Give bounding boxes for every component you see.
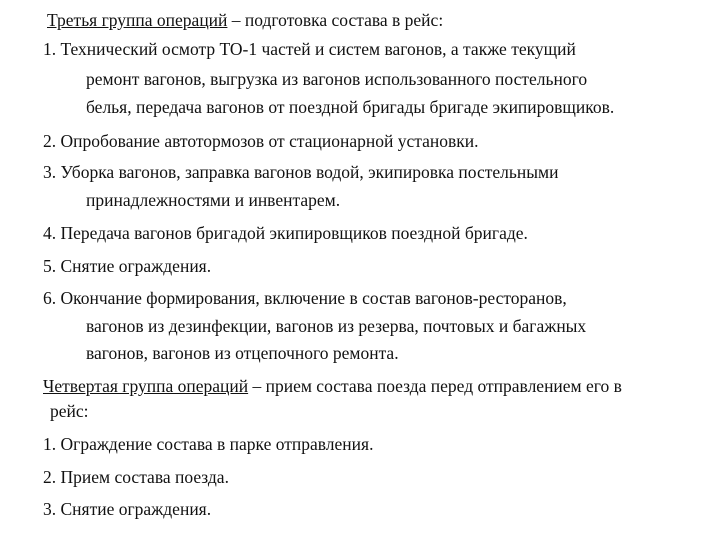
list-item: 5. Снятие ограждения.	[43, 256, 212, 276]
list-item-cont: ремонт вагонов, выгрузка из вагонов использованного постельного	[86, 69, 588, 89]
section-heading-cont: рейс:	[50, 401, 89, 421]
list-item: 1. Ограждение состава в парке отправления.	[43, 434, 374, 454]
list-item: 1. Технический осмотр ТО-1 частей и систем вагонов, а также текущий	[43, 39, 576, 59]
list-item: 6. Окончание формирования, включение в состав вагонов-ресторанов,	[43, 288, 567, 308]
heading-underlined: Четвертая группа операций	[43, 376, 249, 396]
section-heading	[47, 10, 443, 30]
list-item: 2. Прием состава поезда.	[43, 467, 229, 487]
heading-underlined: Третья группа операций	[47, 10, 228, 30]
list-item-cont: белья, передача вагонов от поездной бригады бригаде экипировщиков.	[86, 97, 615, 117]
list-item-cont: принадлежностями и инвентарем.	[86, 190, 341, 210]
list-item-cont: вагонов из дезинфекции, вагонов из резерва, почтовых и багажных	[86, 316, 587, 336]
list-item: 2. Опробование автотормозов от стационарной установки.	[43, 131, 479, 151]
heading-rest: – прием состава поезда перед отправлением его в	[248, 376, 622, 396]
heading-rest: – подготовка состава в рейс:	[227, 10, 444, 30]
section-heading	[43, 376, 622, 396]
list-item-cont: вагонов, вагонов из отцепочного ремонта.	[86, 343, 399, 363]
list-item: 4. Передача вагонов бригадой экипировщиков поездной бригаде.	[43, 223, 528, 243]
list-item: 3. Уборка вагонов, заправка вагонов водой, экипировка постельными	[43, 162, 559, 182]
list-item: 3. Снятие ограждения.	[43, 499, 212, 519]
